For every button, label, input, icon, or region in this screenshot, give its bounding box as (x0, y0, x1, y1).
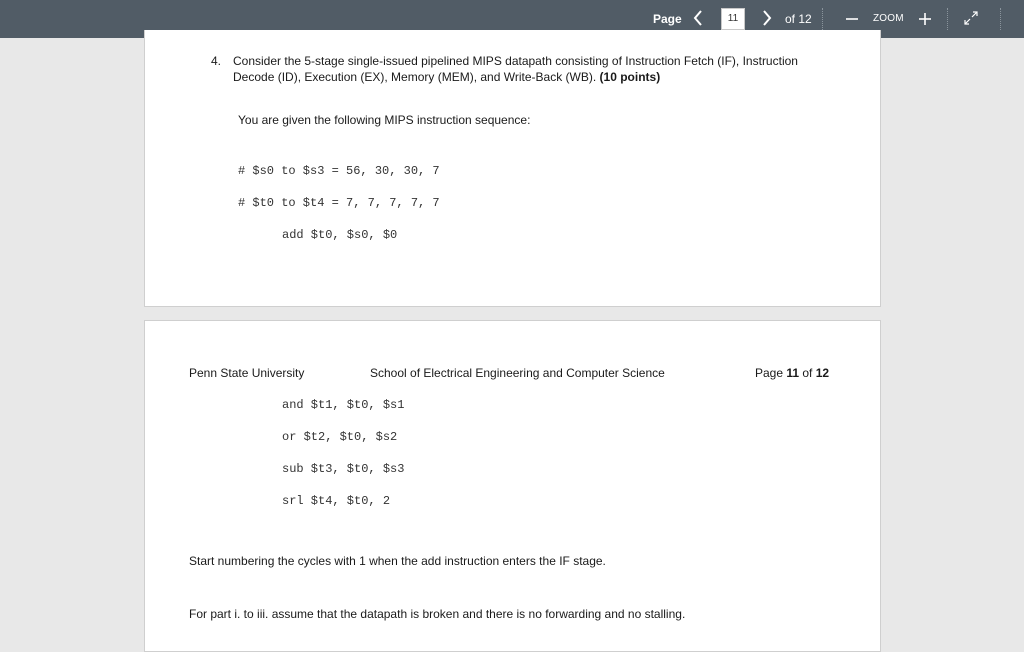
code-line: sub $t3, $t0, $s3 (282, 462, 405, 476)
plus-icon (916, 8, 934, 28)
header-university: Penn State University (189, 366, 305, 380)
page-count-label: of 12 (785, 12, 812, 26)
page-label: Page (653, 12, 682, 26)
document-page (144, 320, 881, 652)
question-number: 4. (211, 54, 222, 68)
document-page (144, 30, 881, 307)
previous-page-button[interactable] (690, 7, 706, 29)
question-line-2 (233, 70, 660, 84)
minus-icon (844, 8, 860, 28)
header-page-of: of (799, 366, 816, 380)
question-line-1: Consider the 5-stage single-issued pipelined MIPS datapath consisting of Instruction Fetch (IF), Instruction (233, 54, 798, 68)
code-line: and $t1, $t0, $s1 (282, 398, 405, 412)
fullscreen-icon (961, 8, 981, 28)
instruction-paragraph: For part i. to iii. assume that the datapath is broken and there is no forwarding and no stalling. (189, 607, 686, 621)
code-line: # $t0 to $t4 = 7, 7, 7, 7, 7 (238, 196, 440, 210)
instruction-intro: You are given the following MIPS instruction sequence: (238, 113, 531, 127)
code-line: or $t2, $t0, $s2 (282, 430, 398, 444)
zoom-out-button[interactable] (844, 8, 860, 28)
zoom-label: ZOOM (873, 13, 904, 24)
code-line: add $t0, $s0, $0 (282, 228, 398, 242)
header-total-pages: 12 (815, 366, 830, 380)
next-page-button[interactable] (759, 7, 775, 29)
page-number-input[interactable] (721, 8, 745, 30)
header-current-page: 11 (786, 366, 800, 380)
question-line-2-text: Decode (ID), Execution (EX), Memory (MEM), and Write-Back (WB). (233, 70, 597, 84)
fullscreen-button[interactable] (961, 8, 981, 28)
zoom-in-button[interactable] (916, 8, 934, 28)
chevron-left-icon (690, 7, 706, 29)
code-line: # $s0 to $s3 = 56, 30, 30, 7 (238, 164, 440, 178)
instruction-paragraph: Start numbering the cycles with 1 when the add instruction enters the IF stage. (189, 554, 606, 568)
toolbar-divider (822, 8, 823, 30)
chevron-right-icon (759, 7, 775, 29)
toolbar-divider (1000, 8, 1001, 30)
header-page-number (755, 366, 829, 380)
question-points: (10 points) (599, 70, 661, 84)
header-page-prefix: Page (755, 366, 787, 380)
header-school: School of Electrical Engineering and Computer Science (370, 366, 665, 380)
toolbar-divider (947, 8, 948, 30)
code-line: srl $t4, $t0, 2 (282, 494, 391, 508)
